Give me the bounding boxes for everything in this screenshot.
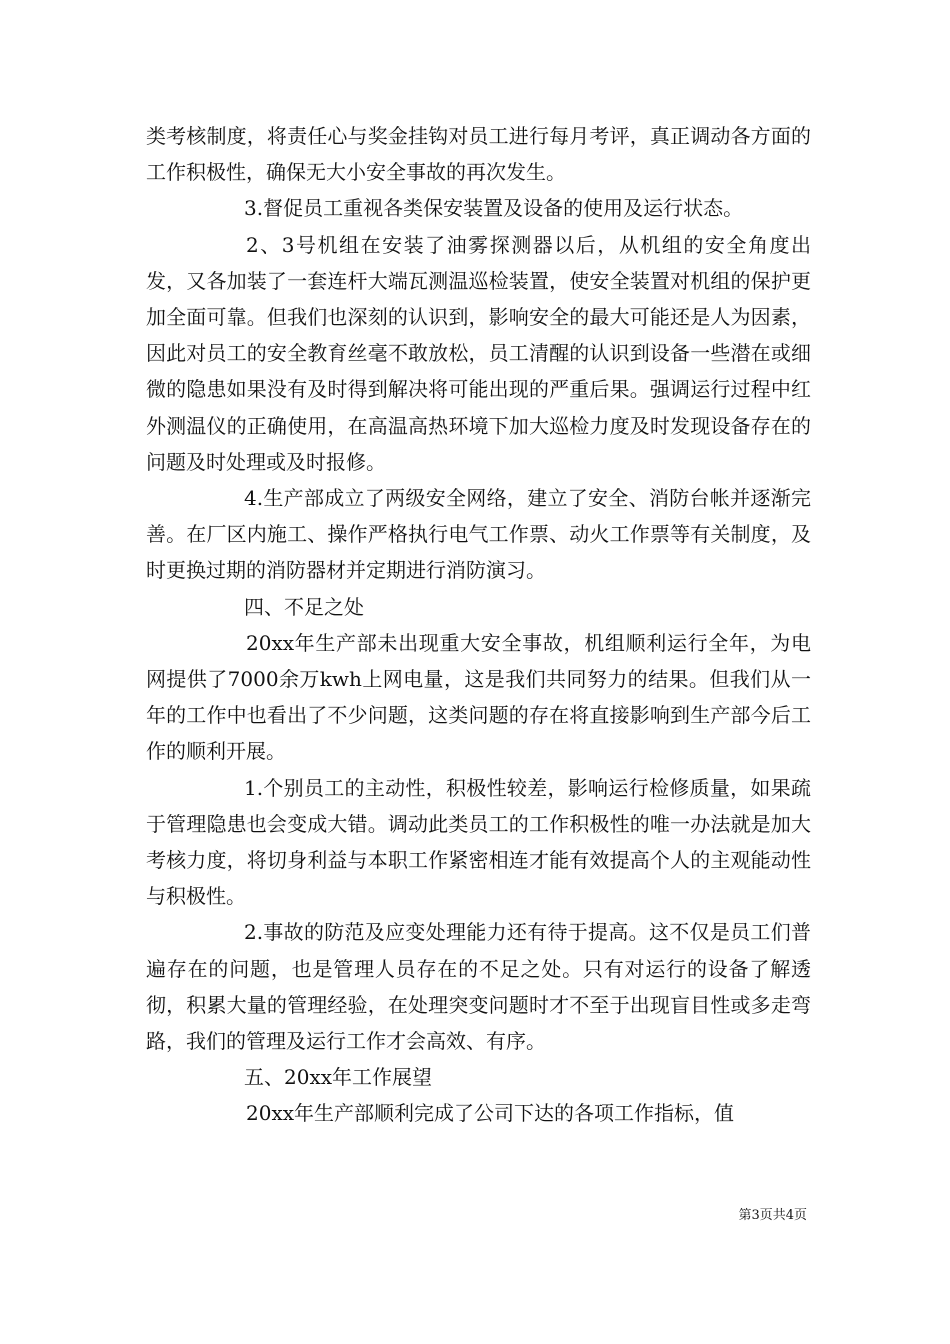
section-heading-shortcomings: 四、不足之处 (244, 594, 364, 619)
page-number-footer: 第3页共4页 (738, 1208, 807, 1223)
paragraph-8: 20xx年生产部顺利完成了公司下达的各项工作指标，值 (246, 1101, 735, 1126)
paragraph-7: 2.事故的防范及应变处理能力还有待于提高。这不仅是员工们普遍存在的问题，也是管理人员存在的不足之处。只有对运行的设备了解透彻，积累大量的管理经验，在处理突变问题时才不至于出现盲目性或多走弯路，我们的管理及运行工作才会高效、有序。 (146, 920, 811, 1054)
document-body (146, 118, 811, 1132)
paragraph-4: 4.生产部成立了两级安全网络，建立了安全、消防台帐并逐渐完善。在厂区内施工、操作严格执行电气工作票、动火工作票等有关制度，及时更换过期的消防器材并定期进行消防演习。 (146, 486, 811, 583)
paragraph-6: 1.个别员工的主动性，积极性较差，影响运行检修质量，如果疏于管理隐患也会变成大错。调动此类员工的工作积极性的唯一办法就是加大考核力度，将切身利益与本职工作紧密相连才能有效提高个人的主观能动性与积极性。 (146, 775, 811, 909)
section-heading-outlook: 五、20xx年工作展望 (244, 1065, 433, 1090)
paragraph-2: 3.督促员工重视各类保安装置及设备的使用及运行状态。 (244, 196, 744, 221)
paragraph-5: 20xx年生产部未出现重大安全事故，机组顺利运行全年，为电网提供了7000余万kwh上网电量，这是我们共同努力的结果。但我们从一年的工作中也看出了不少问题，这类问题的存在将直接影响到生产部今后工作的顺利开展。 (146, 630, 811, 764)
paragraph-1: 类考核制度，将责任心与奖金挂钩对员工进行每月考评，真正调动各方面的工作积极性，确保无大小安全事故的再次发生。 (146, 124, 811, 185)
paragraph-3: 2、3号机组在安装了油雾探测器以后，从机组的安全角度出发，又各加装了一套连杆大端瓦测温巡检装置，使安全装置对机组的保护更加全面可靠。但我们也深刻的认识到，影响安全的最大可能还是人为因素，因此对员工的安全教育丝毫不敢放松，员工清醒的认识到设备一些潜在或细微的隐患如果没有及时得到解决将可能出现的严重后果。强调运行过程中红外测温仪的正确使用，在高温高热环境下加大巡检力度及时发现设备存在的问题及时处理或及时报修。 (146, 232, 811, 474)
